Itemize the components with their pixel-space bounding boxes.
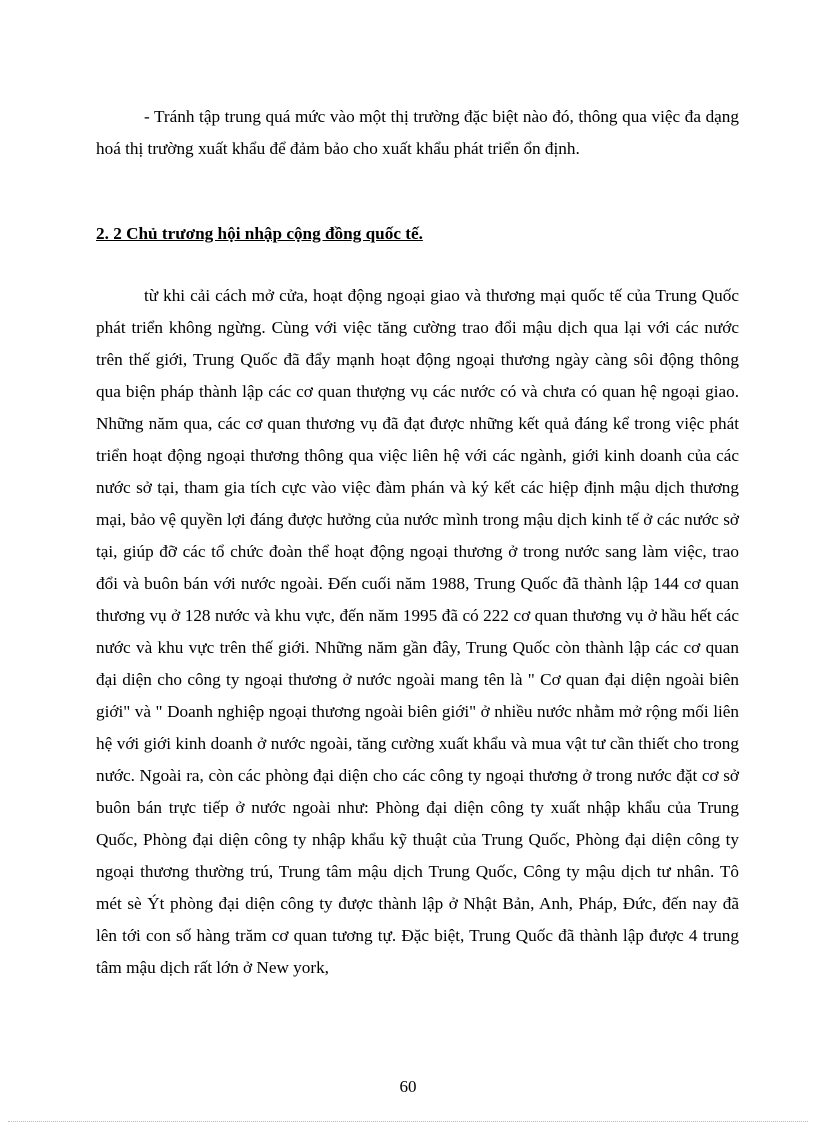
- footer-divider: [8, 1121, 808, 1122]
- section-heading: 2. 2 Chủ trương hội nhập cộng đồng quốc tế.: [96, 224, 423, 243]
- paragraph-international-integration: từ khi cải cách mở cửa, hoạt động ngoại giao và thương mại quốc tế của Trung Quốc phát triển không ngừng. Cùng với việc tăng cường trao đổi mậu dịch qua lại với các nước trên thế giới, Trung Quốc đã đẩy mạnh hoạt động ngoại thương ngày càng sôi động thông qua biện pháp thành lập các cơ quan thượng vụ các nước có và chưa có quan hệ ngoại giao. Những năm qua, các cơ quan thương vụ đã đạt được những kết quả đáng kể trong việc phát triển hoạt động ngoại thương thông qua việc liên hệ với các ngành, giới kinh doanh của các nước sở tại, tham gia tích cực vào việc đàm phán và ký kết các hiệp định mậu dịch thương mại, bảo vệ quyền lợi đáng được hưởng của nước mình trong mậu dịch kinh tế ở các nước sở tại, giúp đỡ các tổ chức đoàn thể hoạt động ngoại thương ở trong nước sang làm việc, trao đổi và buôn bán với nước ngoài. Đến cuối năm 1988, Trung Quốc đã thành lập 144 cơ quan thương vụ ở 128 nước và khu vực, đến năm 1995 đã có 222 cơ quan thương vụ ở hầu hết các nước và khu vực trên thế giới. Những năm gần đây, Trung Quốc còn thành lập các cơ quan đại diện cho công ty ngoại thương ở nước ngoài mang tên là " Cơ quan đại diện ngoài biên giới" và " Doanh nghiệp ngoại thương ngoài biên giới" ở nhiều nước nhằm mở rộng mối liên hệ với giới kinh doanh ở nước ngoài, tăng cường xuất khẩu và mua vật tư cần thiết cho trong nước. Ngoài ra, còn các phòng đại diện cho các công ty ngoại thương ở trong nước đặt cơ sở buôn bán trực tiếp ở nước ngoài như: Phòng đại diện công ty xuất nhập khẩu của Trung Quốc, Phòng đại diện công ty nhập khẩu kỹ thuật của Trung Quốc, Phòng đại diện công ty ngoại thương thường trú, Trung tâm mậu dịch Trung Quốc, Công ty mậu dịch tư nhân. Tô mét sè Ýt phòng đại diện công ty được thành lập ở Nhật Bản, Anh, Pháp, Đức, đến nay đã lên tới con số hàng trăm cơ quan tương tự. Đặc biệt, Trung Quốc đã thành lập được 4 trung tâm mậu dịch rất lớn ở New york,: [96, 286, 739, 977]
- page-number: 60: [399, 1077, 417, 1096]
- paragraph-market-diversification: - Tránh tập trung quá mức vào một thị trường đặc biệt nào đó, thông qua việc đa dạng hoá thị trường xuất khẩu để đảm bảo cho xuất khẩu phát triển ổn định.: [96, 107, 739, 158]
